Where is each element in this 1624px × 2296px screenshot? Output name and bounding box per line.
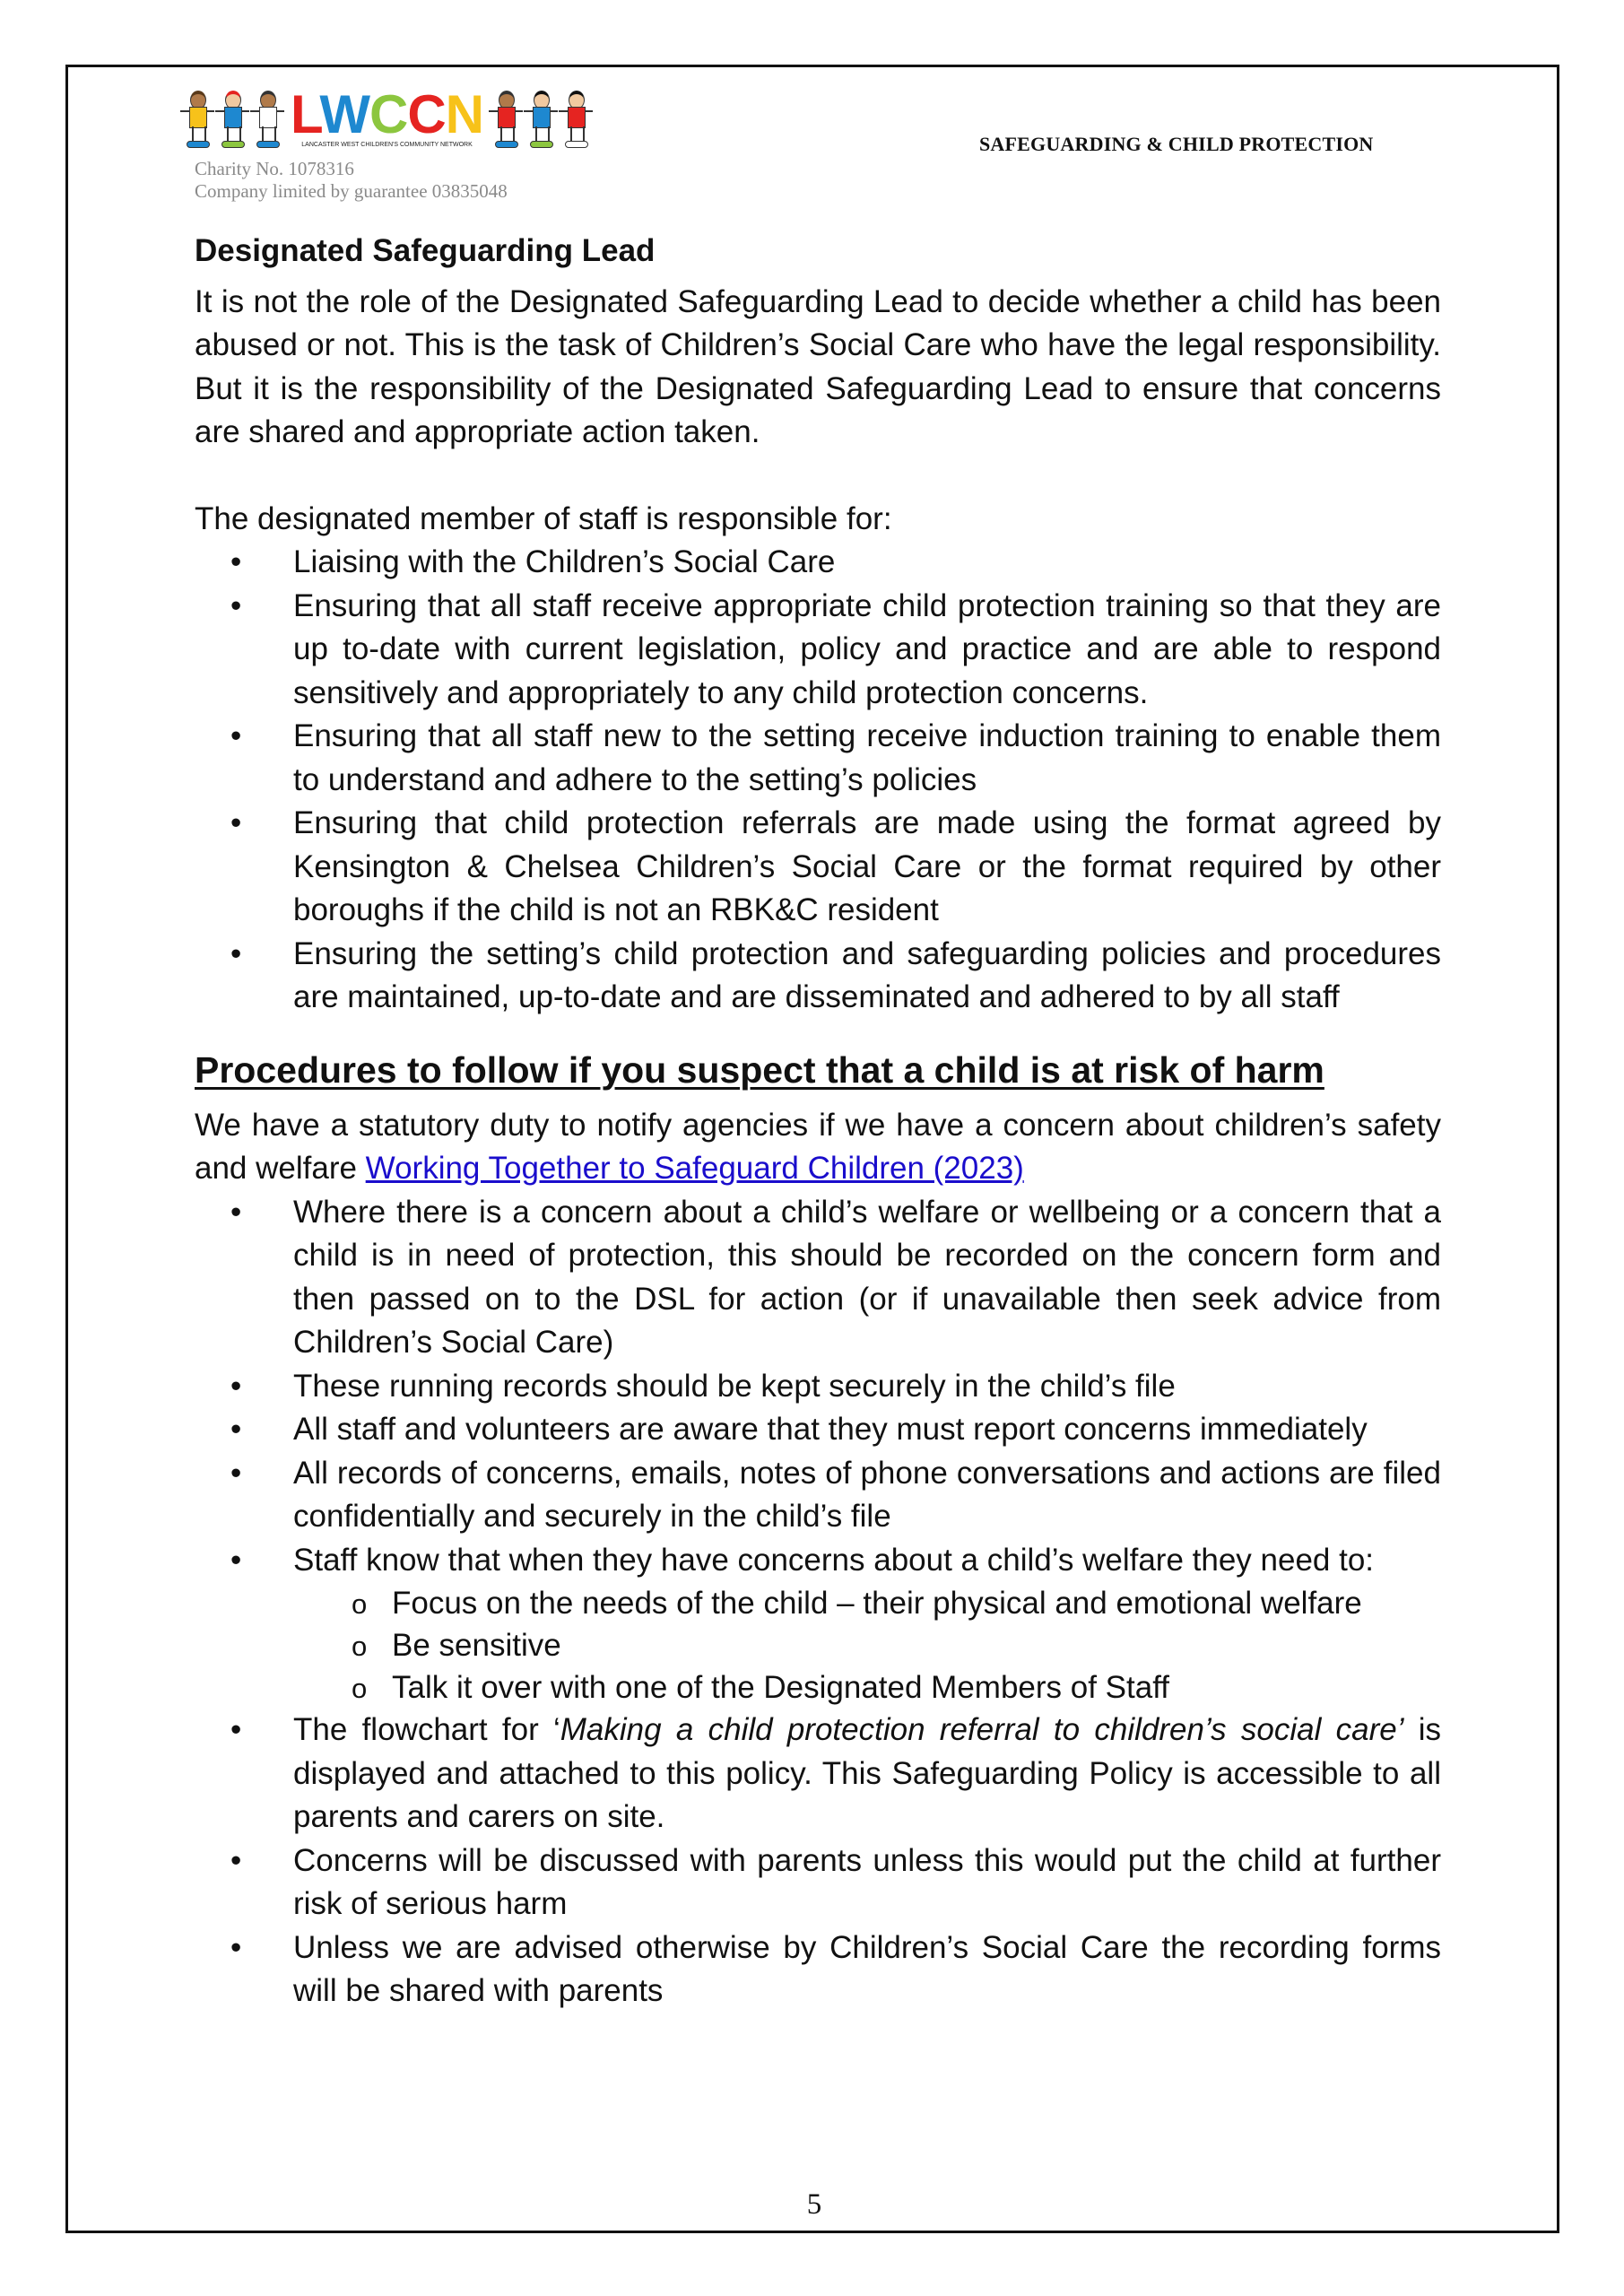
charity-number: Charity No. 1078316 [195, 158, 354, 179]
list-item: • These running records should be kept securely in the child’s file [293, 1365, 1441, 1409]
staff-concerns-sublist [293, 1582, 1441, 1709]
list-item: • All staff and volunteers are aware that they must report concerns immediately [293, 1408, 1441, 1452]
flowchart-title: Making a child protection referral to children’s social care’ [560, 1712, 1404, 1747]
lwccn-logo [184, 83, 596, 154]
document-body [195, 230, 1441, 2013]
list-item: • All records of concerns, emails, notes of phone conversations and actions are filed confidentially and securely in the child’s file [293, 1452, 1441, 1539]
list-item: • Concerns will be discussed with parents unless this would put the child at further risk of serious harm [293, 1839, 1441, 1926]
dsl-list-intro: The designated member of staff is responsible for: [195, 500, 892, 536]
sub-list-item: o Focus on the needs of the child – their physical and emotional welfare [392, 1582, 1441, 1624]
logo-letter: W [319, 83, 369, 144]
logo-subtitle: LANCASTER WEST CHILDREN'S COMMUNITY NETWORK [301, 141, 473, 148]
logo-letter: L [291, 83, 320, 144]
dsl-intro-paragraph: It is not the role of the Designated Safeguarding Lead to decide whether a child has been abused or not. This is the task of Children’s Social Care who have the legal responsibility. But it is the responsibility of the Designated Safeguarding Lead to ensure that concerns are shared and appropriate action taken. [195, 283, 1441, 449]
page-number: 5 [806, 2188, 822, 2221]
sub-list-item: o Be sensitive [392, 1624, 1441, 1666]
logo-letter: N [445, 83, 484, 144]
spacer [195, 455, 1441, 498]
procedures-intro-text: We have a statutory duty to notify agencies if we have a concern about children’s safety and welfare [195, 1107, 1441, 1186]
child-figure-icon [527, 85, 554, 152]
procedures-list [195, 1191, 1441, 2013]
dsl-responsibilities-list [195, 541, 1441, 1020]
child-figure-icon [492, 85, 519, 152]
list-item: • Ensuring that all staff new to the setting receive induction training to enable them to understand and adhere to the setting’s policies [293, 715, 1441, 802]
list-item: • Where there is a concern about a child’s welfare or wellbeing or a concern that a child is in need of protection, this should be recorded on the concern form and then passed on to the DSL for action (or if unavailable then seek advice from Children’s Social Care) [293, 1191, 1441, 1365]
child-figure-icon [562, 85, 589, 152]
list-item: • Ensuring that all staff receive appropriate child protection training so that they are up to-date with current legislation, policy and practice and are able to respond sensitively and appropriately to any child protection concerns. [293, 585, 1441, 716]
dsl-heading: Designated Safeguarding Lead [195, 233, 656, 268]
list-item-flowchart [293, 1709, 1441, 1839]
list-item [293, 1539, 1441, 1709]
child-figure-icon [184, 85, 211, 152]
charity-info [195, 158, 508, 203]
logo-wordmark [291, 83, 484, 148]
sub-list-item: o Talk it over with one of the Designated Members of Staff [392, 1666, 1441, 1709]
running-head: SAFEGUARDING & CHILD PROTECTION [979, 133, 1374, 155]
working-together-link[interactable]: Working Together to Safeguard Children (2023) [365, 1151, 1024, 1186]
logo-letter: C [369, 83, 408, 144]
logo-kids-left [184, 85, 289, 152]
flowchart-text-after: is displayed and attached to this policy. This Safeguarding Policy is accessible to all parents and carers on site. [293, 1712, 1442, 1834]
logo-acronym [291, 83, 484, 144]
logo-kids-right [492, 85, 597, 152]
list-item: • Ensuring that child protection referrals are made using the format agreed by Kensington & Chelsea Children’s Social Care or the format required by other boroughs if the child is not an RBK&C resident [293, 802, 1441, 933]
list-item: • Ensuring the setting’s child protection and safeguarding policies and procedures are maintained, up-to-date and are disseminated and adhered to by all staff [293, 933, 1441, 1020]
procedures-intro [195, 1104, 1441, 1191]
list-item: • Liaising with the Children’s Social Care [293, 541, 1441, 585]
list-item-text: Staff know that when they have concerns about a child’s welfare they need to: [293, 1542, 1375, 1578]
company-registration: Company limited by guarantee 03835048 [195, 180, 508, 202]
list-item: • Unless we are advised otherwise by Children’s Social Care the recording forms will be shared with parents [293, 1926, 1441, 2013]
child-figure-icon [254, 85, 281, 152]
logo-letter: C [407, 83, 446, 144]
child-figure-icon [219, 85, 246, 152]
procedures-heading: Procedures to follow if you suspect that a child is at risk of harm [195, 1048, 1324, 1091]
flowchart-text-before: The flowchart for ‘ [293, 1712, 560, 1747]
